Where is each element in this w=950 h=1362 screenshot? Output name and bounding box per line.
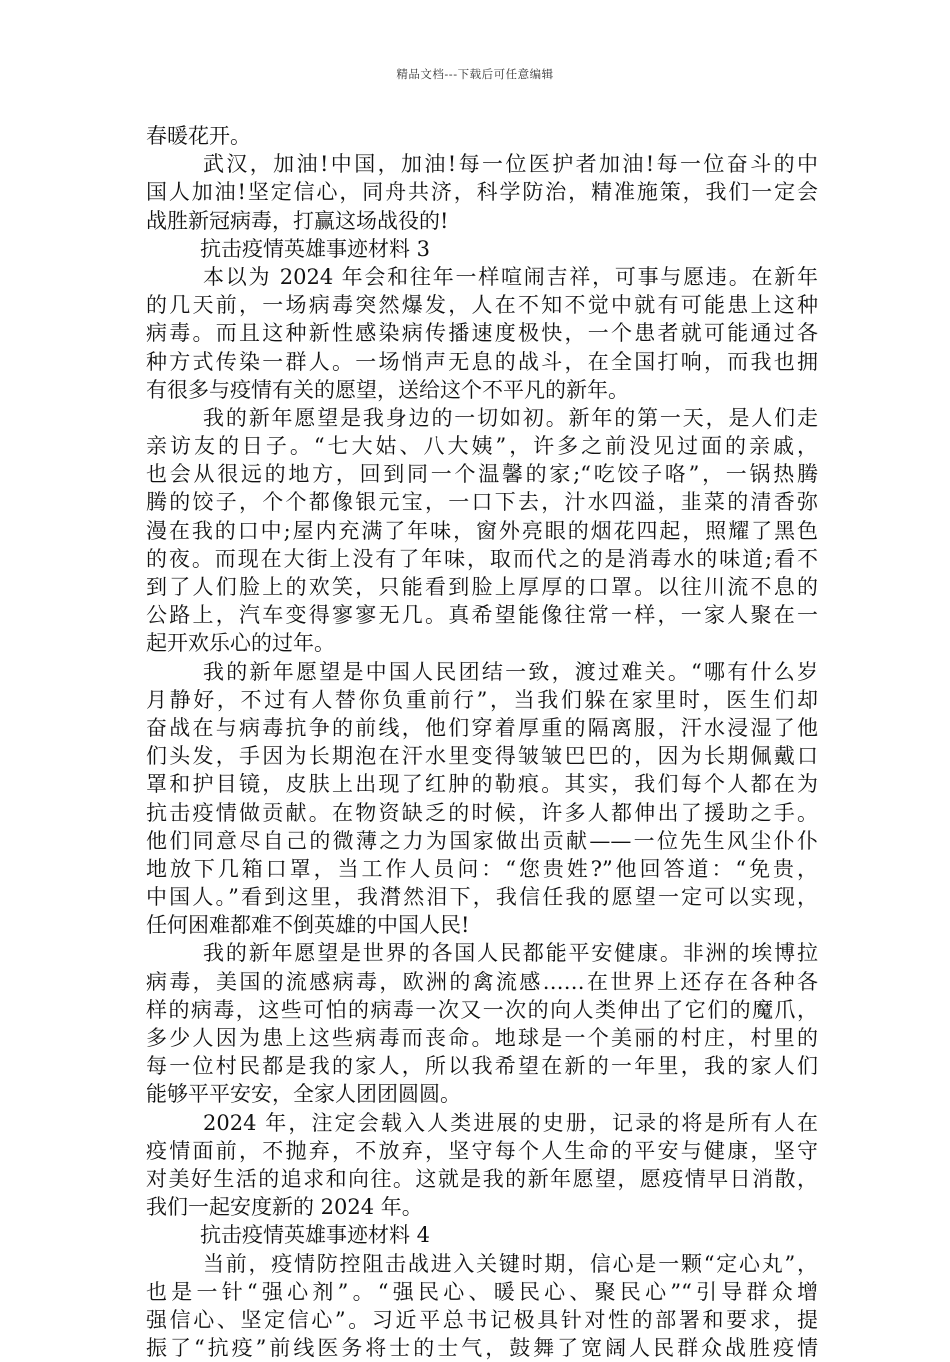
paragraph-line: 也是一针“强心剂”。“强民心、暖民心、聚民心”“引导群众增 xyxy=(146,1279,818,1304)
paragraph-line: 种方式传染一群人。一场悄声无息的战斗，在全国打响，而我也拥 xyxy=(146,349,818,374)
paragraph-line: 有很多与疫情有关的愿望，送给这个不平凡的新年。 xyxy=(146,377,629,402)
paragraph-line: 漫在我的口中;屋内充满了年味，窗外亮眼的烟花四起，照耀了黑色 xyxy=(146,518,818,543)
paragraph-line: 公路上，汽车变得寥寥无几。真希望能像往常一样，一家人聚在一 xyxy=(146,603,818,628)
paragraph-line: 他们同意尽自己的微薄之力为国家做出贡献——一位先生风尘仆仆 xyxy=(146,828,818,853)
paragraph-line: 每一位村民都是我的家人，所以我希望在新的一年里，我的家人们 xyxy=(146,1054,818,1079)
paragraph-line: 罩和护目镜，皮肤上出现了红肿的勒痕。其实，我们每个人都在为 xyxy=(146,772,818,797)
paragraph-line: 奋战在与病毒抗争的前线，他们穿着厚重的隔离服，汗水浸湿了他 xyxy=(146,715,818,740)
paragraph-line: 的几天前，一场病毒突然爆发，人在不知不觉中就有可能患上这种 xyxy=(146,293,818,318)
paragraph-line: 月静好，不过有人替你负重前行”，当我们躲在家里时，医生们却 xyxy=(146,687,818,712)
paragraph-line: 病毒。而且这种新性感染病传播速度极快，一个患者就可能通过各 xyxy=(146,321,818,346)
paragraph-line: 对美好生活的追求和向往。这就是我的新年愿望，愿疫情早日消散， xyxy=(146,1166,818,1191)
paragraph-line: 们头发，手因为长期泡在汗水里变得皱皱巴巴的，因为长期佩戴口 xyxy=(146,744,818,769)
paragraph-line: 中国人。”看到这里，我潸然泪下，我信任我的愿望一定可以实现， xyxy=(146,885,818,910)
paragraph-line: 地放下几箱口罩，当工作人员问：“您贵姓?”他回答道：“免贵， xyxy=(146,856,818,881)
paragraph-line: 到了人们脸上的欢笑，只能看到脸上厚厚的口罩。以往川流不息的 xyxy=(146,575,818,599)
paragraph-line: 2024 年，注定会载入人类进展的史册，记录的将是所有人在 xyxy=(203,1110,818,1135)
paragraph-line: 本以为 2024 年会和往年一样喧闹吉祥，可事与愿违。在新年 xyxy=(203,264,818,289)
paragraph-line: 起开欢乐心的过年。 xyxy=(146,631,335,656)
paragraph-line: 我的新年愿望是我身边的一切如初。新年的第一天，是人们走 xyxy=(203,405,818,430)
document-body xyxy=(146,122,818,1362)
section-heading: 抗击疫情英雄事迹材料 4 xyxy=(200,1223,431,1248)
paragraph-line: 我的新年愿望是中国人民团结一致，渡过难关。“哪有什么岁 xyxy=(203,659,818,684)
paragraph-line: 腾的饺子，个个都像银元宝，一口下去，汁水四溢，韭菜的清香弥 xyxy=(146,490,818,515)
paragraph-line: 也会从很远的地方，回到同一个温馨的家;“吃饺子咯”，一锅热腾 xyxy=(146,462,818,487)
paragraph-line: 国人加油!坚定信心，同舟共济，科学防治，精准施策，我们一定会 xyxy=(146,180,818,205)
paragraph-line: 多少人因为患上这些病毒而丧命。地球是一个美丽的村庄，村里的 xyxy=(146,1026,818,1050)
paragraph-line: 抗击疫情做贡献。在物资缺乏的时候，许多人都伸出了援助之手。 xyxy=(146,800,818,825)
paragraph-line: 我的新年愿望是世界的各国人民都能平安健康。非洲的埃博拉 xyxy=(203,941,818,966)
paragraph-line: 战胜新冠病毒，打赢这场战役的! xyxy=(146,208,449,233)
paragraph-line: 亲访友的日子。“七大姑、八大姨”，许多之前没见过面的亲戚， xyxy=(146,434,818,459)
page-header: 精品文档---下载后可任意编辑 xyxy=(396,67,554,81)
paragraph-line: 武汉，加油!中国，加油!每一位医护者加油!每一位奋斗的中 xyxy=(203,152,818,177)
paragraph-line: 我们一起安度新的 2024 年。 xyxy=(146,1195,423,1220)
paragraph-line: 疫情面前，不抛弃，不放弃，坚守每个人生命的平安与健康，坚守 xyxy=(146,1138,818,1163)
paragraph-line: 的夜。而现在大街上没有了年味，取而代之的是消毒水的味道;看不 xyxy=(146,546,818,571)
paragraph-line: 任何困难都难不倒英雄的中国人民! xyxy=(146,913,470,938)
section-heading: 抗击疫情英雄事迹材料 3 xyxy=(200,236,431,261)
paragraph-line: 能够平平安安，全家人团团圆圆。 xyxy=(146,1082,461,1107)
paragraph-line: 春暖花开。 xyxy=(146,124,251,148)
paragraph-line: 振了“抗疫”前线医务将士的士气，鼓舞了宽阔人民群众战胜疫情 xyxy=(146,1336,818,1361)
paragraph-line: 当前，疫情防控阻击战进入关键时期，信心是一颗“定心丸”， xyxy=(203,1251,818,1276)
paragraph-line: 强信心、坚定信心”。习近平总书记极具针对性的部署和要求，提 xyxy=(146,1307,818,1332)
paragraph-line: 样的病毒，这些可怕的病毒一次又一次的向人类伸出了它们的魔爪， xyxy=(146,997,818,1022)
paragraph-line: 病毒，美国的流感病毒，欧洲的禽流感……在世界上还存在各种各 xyxy=(146,969,818,994)
